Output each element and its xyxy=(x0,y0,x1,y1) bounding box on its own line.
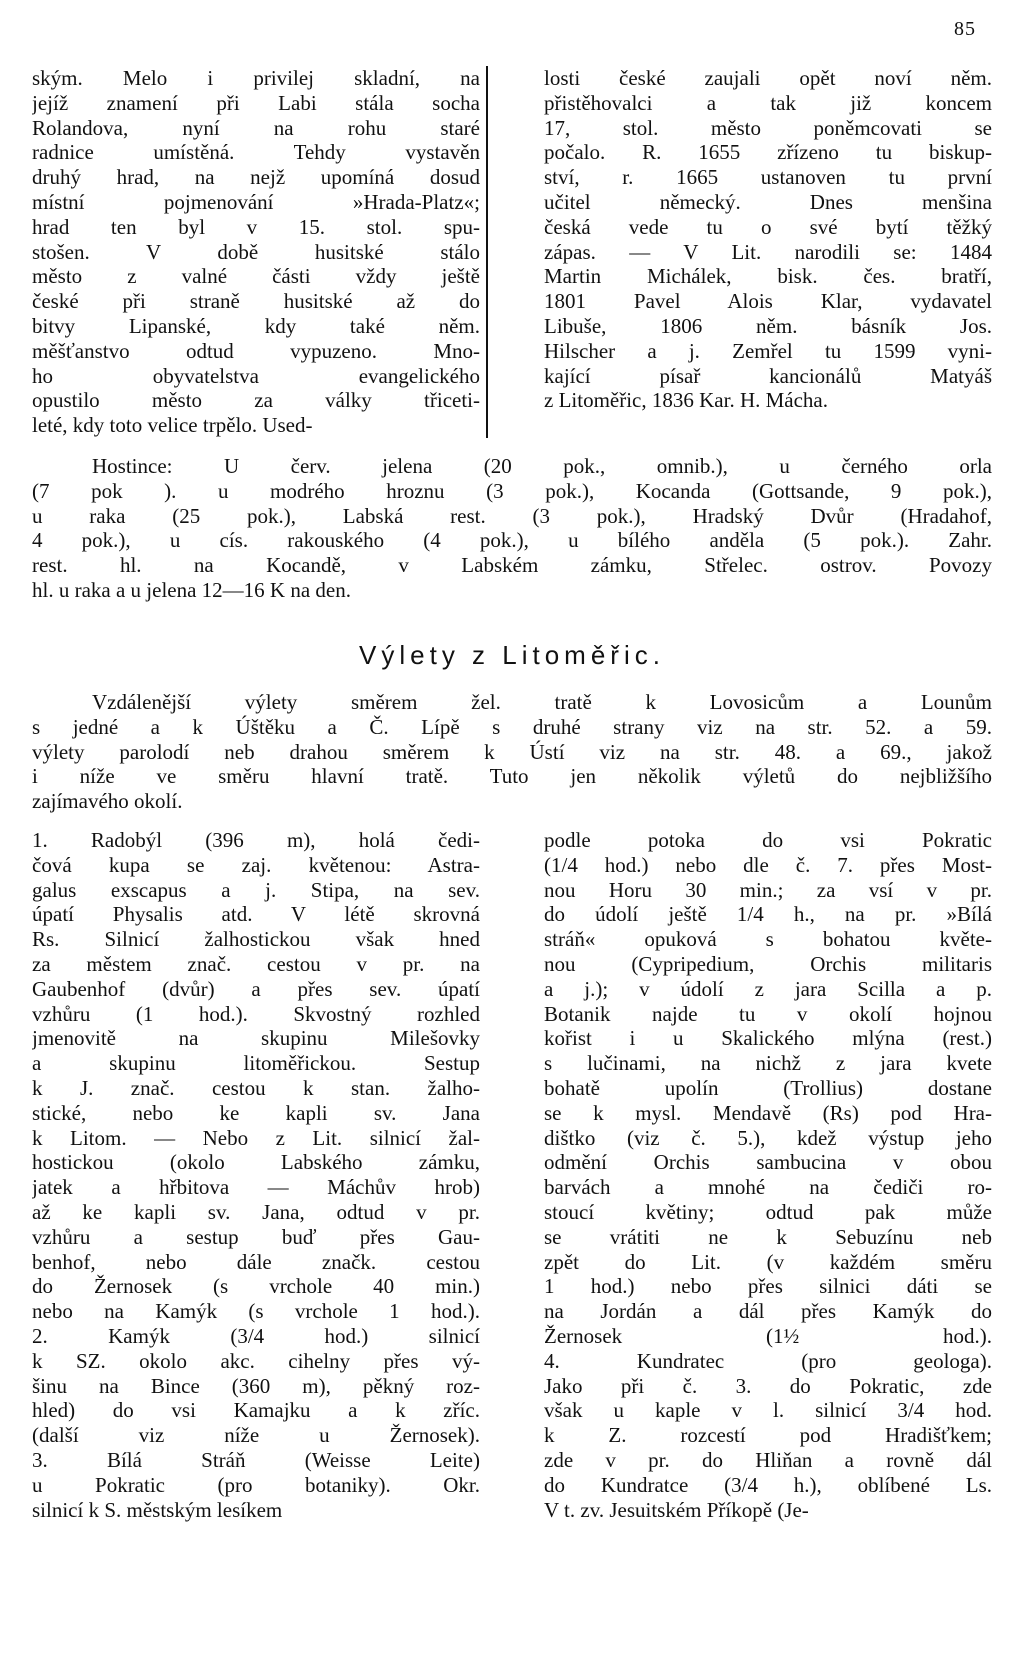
text-line: podle potoka do vsi Pokratic xyxy=(544,828,992,852)
text-line: jatek a hřbitova — Máchův hrob) xyxy=(32,1175,480,1200)
text-line: přistěhovalci a tak již koncem xyxy=(544,90,992,115)
text-line: odmění Orchis sambucina v obou xyxy=(544,1150,992,1175)
text-line: úpatí Physalis atd. V létě skrovná xyxy=(32,902,480,927)
text-line: kořist i u Skalického mlýna (rest.) xyxy=(544,1026,992,1051)
text-line: radnice umístěná. Tehdy vystavěn xyxy=(32,140,480,165)
text-line: stráň« opuková s bohatou květe- xyxy=(544,927,992,952)
text-line: česká vede tu o své bytí těžký xyxy=(544,214,992,239)
text-line: Hostince: U červ. jelena (20 pok., omnib.), u černého orla xyxy=(92,454,992,478)
text-line: ským. Melo i privilej skladní, na xyxy=(32,66,480,90)
text-line: k J. znač. cestou k stan. žalho- xyxy=(32,1075,480,1100)
text-line: jejíž znamení při Labi stála socha xyxy=(32,90,480,115)
text-line: 4. Kundratec (pro geologa). xyxy=(544,1348,992,1373)
text-line: zpět do Lit. (v každém směru xyxy=(544,1249,992,1274)
text-line: stoucí květiny; odtud pak může xyxy=(544,1199,992,1224)
text-line: silnicí k S. městským lesíkem xyxy=(32,1497,283,1522)
text-line: až ke kapli sv. Jana, odtud v pr. xyxy=(32,1199,480,1224)
bottom-two-column-text xyxy=(32,828,992,1522)
text-line: na Jordán a dál přes Kamýk do xyxy=(544,1299,992,1324)
text-line: (1/4 hod.) nebo dle č. 7. přes Most- xyxy=(544,852,992,877)
text-line: Gaubenhof (dvůr) a přes sev. úpatí xyxy=(32,976,480,1001)
text-line: hrad ten byl v 15. stol. spu- xyxy=(32,214,480,239)
text-line: výlety parolodí neb drahou směrem k Ústí viz na str. 48. a 69., jakož xyxy=(32,739,992,764)
text-line: u raka (25 pok.), Labská rest. (3 pok.), Hradský Dvůr (Hradahof, xyxy=(32,503,992,528)
text-line: měšťanstvo odtud vypuzeno. Mno- xyxy=(32,338,480,363)
text-line: se k mysl. Mendavě (Rs) pod Hra- xyxy=(544,1100,992,1125)
text-line: a j.); v údolí z jara Scilla a p. xyxy=(544,976,992,1001)
text-line: Rolandova, nyní na rohu staré xyxy=(32,115,480,140)
text-line: k Z. rozcestí pod Hradišťkem; xyxy=(544,1423,992,1448)
text-line: stošen. V době husitské stálo xyxy=(32,239,480,264)
text-line: Hilscher a j. Zemřel tu 1599 vyni- xyxy=(544,338,992,363)
text-line: Botanik najde tu v okolí hojnou xyxy=(544,1001,992,1026)
top-left-column xyxy=(32,66,488,438)
text-line: leté, kdy toto velice trpělo. Used- xyxy=(32,413,313,438)
text-line: opustilo město za války třiceti- xyxy=(32,388,480,413)
text-line: čová kupa se zaj. květenou: Astra- xyxy=(32,852,480,877)
text-line: rest. hl. na Kocandě, v Labském zámku, Střelec. ostrov. Povozy xyxy=(32,553,992,578)
text-line: město z valné části vždy ještě xyxy=(32,264,480,289)
text-line: vzhůru a sestup buď přes Gau- xyxy=(32,1224,480,1249)
text-line: ho obyvatelstva evangelického xyxy=(32,363,480,388)
text-line: s jedné a k Úštěku a Č. Lípě s druhé strany viz na str. 52. a 59. xyxy=(32,714,992,739)
text-line: losti české zaujali opět noví něm. xyxy=(544,66,992,90)
text-line: ství, r. 1665 ustanoven tu první xyxy=(544,165,992,190)
text-line: bitvy Lipanské, kdy také něm. xyxy=(32,313,480,338)
top-right-column xyxy=(544,66,992,438)
text-line: dištko (viz č. 5.), kdež výstup jeho xyxy=(544,1125,992,1150)
text-line: do Žernosek (s vrchole 40 min.) xyxy=(32,1274,480,1299)
section-title: Výlety z Litoměřic. xyxy=(359,640,665,670)
text-line: a skupinu litoměřickou. Sestup xyxy=(32,1051,480,1076)
text-line: se vrátiti ne k Sebuzínu neb xyxy=(544,1224,992,1249)
text-line: počalo. R. 1655 zřízeno tu biskup- xyxy=(544,140,992,165)
text-line: učitel německý. Dnes menšina xyxy=(544,189,992,214)
text-line: místní pojmenování »Hrada-Platz«; xyxy=(32,189,480,214)
text-line: k Litom. — Nebo z Lit. silnicí žal- xyxy=(32,1125,480,1150)
text-line: Žernosek (1½ hod.). xyxy=(544,1323,992,1348)
text-line: nou (Cypripedium, Orchis militaris xyxy=(544,951,992,976)
text-line: galus exscapus a j. Stipa, na sev. xyxy=(32,877,480,902)
text-line: za městem znač. cestou v pr. na xyxy=(32,951,480,976)
text-line: hostickou (okolo Labského zámku, xyxy=(32,1150,480,1175)
page-number: 85 xyxy=(954,18,976,40)
text-line: druhý hrad, na nejž upomíná dosud xyxy=(32,165,480,190)
text-line: k SZ. okolo akc. cihelny přes vý- xyxy=(32,1348,480,1373)
text-line: s lučinami, na nichž z jara kvete xyxy=(544,1051,992,1076)
text-line: kající písař kancionálů Matyáš xyxy=(544,363,992,388)
text-line: 1. Radobýl (396 m), holá čedi- xyxy=(32,828,480,852)
text-line: (7 pok ). u modrého hroznu (3 pok.), Kocanda (Gottsande, 9 pok.), xyxy=(32,478,992,503)
text-line: české při straně husitské až do xyxy=(32,289,480,314)
text-line: 2. Kamýk (3/4 hod.) silnicí xyxy=(32,1323,480,1348)
text-line: jmenovitě na skupinu Milešovky xyxy=(32,1026,480,1051)
text-line: 4 pok.), u cís. rakouského (4 pok.), u bílého anděla (5 pok.). Zahr. xyxy=(32,528,992,553)
intro-paragraph xyxy=(32,690,992,814)
text-line: (další viz níže u Žernosek). xyxy=(32,1423,480,1448)
text-line: Vzdálenější výlety směrem žel. tratě k Lovosicům a Lounům xyxy=(92,690,992,714)
text-line: 3. Bílá Stráň (Weisse Leite) xyxy=(32,1447,480,1472)
text-line: Rs. Silnicí žalhostickou však hned xyxy=(32,927,480,952)
text-line: i níže ve směru hlavní tratě. Tuto jen několik výletů do nejbližšího xyxy=(32,764,992,789)
text-line: hl. u raka a u jelena 12—16 K na den. xyxy=(32,577,351,602)
text-line: V t. zv. Jesuitském Příkopě (Je- xyxy=(544,1497,809,1522)
hostince-paragraph xyxy=(32,454,992,603)
text-line: bohatě upolín (Trollius) dostane xyxy=(544,1075,992,1100)
text-line: však u kaple v l. silnicí 3/4 hod. xyxy=(544,1398,992,1423)
text-line: nou Horu 30 min.; za vsí v pr. xyxy=(544,877,992,902)
text-line: zajímavého okolí. xyxy=(32,789,183,814)
text-line: šinu na Bince (360 m), pěkný roz- xyxy=(32,1373,480,1398)
text-line: 1801 Pavel Alois Klar, vydavatel xyxy=(544,289,992,314)
top-two-column-text xyxy=(32,66,992,438)
text-line: Martin Michálek, bisk. čes. bratří, xyxy=(544,264,992,289)
text-line: barvách a mnohé na čediči ro- xyxy=(544,1175,992,1200)
bottom-right-column xyxy=(544,828,992,1522)
text-line: z Litoměřic, 1836 Kar. H. Mácha. xyxy=(544,388,828,413)
text-line: zde v pr. do Hliňan a rovně dál xyxy=(544,1447,992,1472)
text-line: hled) do vsi Kamajku a k zříc. xyxy=(32,1398,480,1423)
text-line: do Kundratce (3/4 h.), oblíbené Ls. xyxy=(544,1472,992,1497)
text-line: nebo na Kamýk (s vrchole 1 hod.). xyxy=(32,1299,480,1324)
text-line: do údolí ještě 1/4 h., na pr. »Bílá xyxy=(544,902,992,927)
text-line: benhof, nebo dále značk. cestou xyxy=(32,1249,480,1274)
text-line: 17, stol. město poněmcovati se xyxy=(544,115,992,140)
text-line: Jako při č. 3. do Pokratic, zde xyxy=(544,1373,992,1398)
text-line: 1 hod.) nebo přes silnici dáti se xyxy=(544,1274,992,1299)
text-line: zápas. — V Lit. narodili se: 1484 xyxy=(544,239,992,264)
text-line: stické, nebo ke kapli sv. Jana xyxy=(32,1100,480,1125)
text-line: u Pokratic (pro botaniky). Okr. xyxy=(32,1472,480,1497)
bottom-left-column xyxy=(32,828,480,1522)
text-line: vzhůru (1 hod.). Skvostný rozhled xyxy=(32,1001,480,1026)
text-line: Libuše, 1806 něm. básník Jos. xyxy=(544,313,992,338)
